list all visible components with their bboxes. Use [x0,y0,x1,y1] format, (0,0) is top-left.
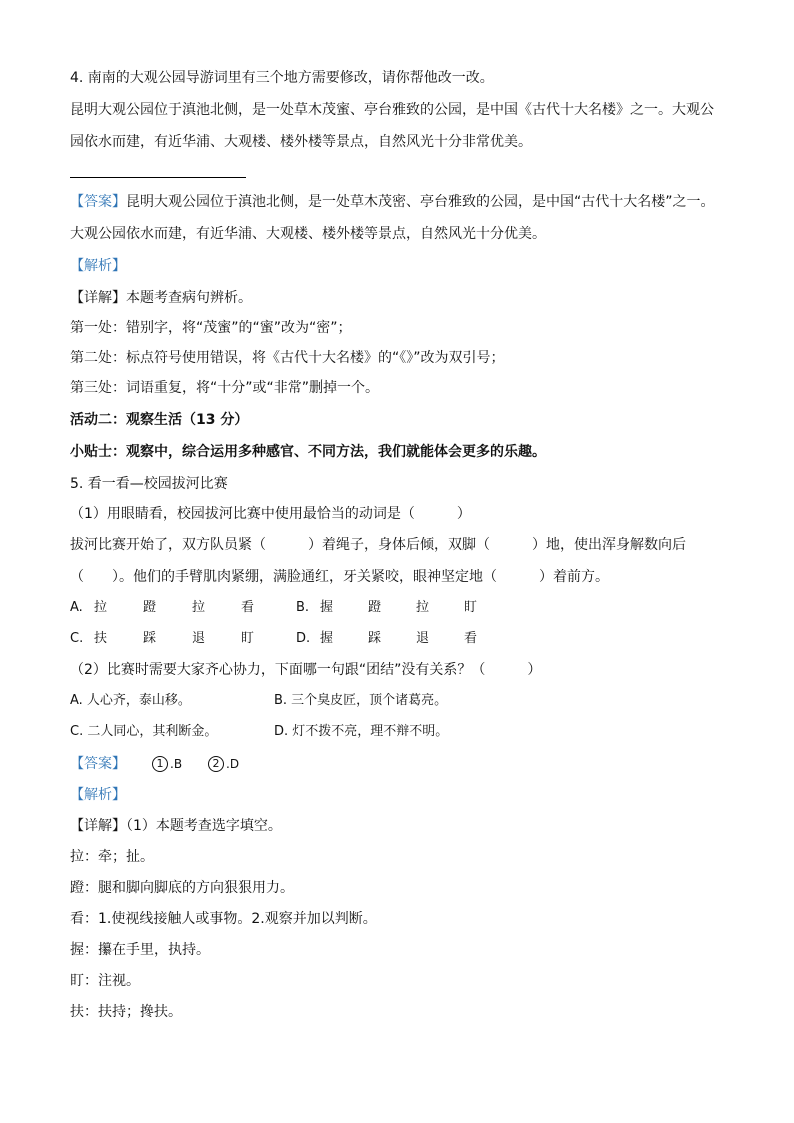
q4-fix-1: 第一处：错别字，将“茂蜜”的“蜜”改为“密”； [70,320,352,336]
answer-tag: 【答案】 [70,194,126,210]
option-d-word-1: 握 [320,631,334,646]
option-b-word-3: 拉 [416,600,430,615]
option-b-word-1: 握 [320,600,334,615]
option-d-word-3: 退 [416,631,430,646]
activity-title: 活动二：观察生活（13 分） [70,412,249,428]
q4-detail-line [70,288,252,308]
q5-detail-text: （1）本题考查选字填空。 [126,818,282,834]
choice-a: A. 人心齐，泰山移。 [70,693,191,708]
q5-sub2: （2）比赛时需要大家齐心协力，下面哪一句跟“团结”没有关系？（ ） [70,662,542,678]
choice-c: C. 二人同心，其利断金。 [70,724,218,739]
option-a-word-2: 蹬 [143,600,157,615]
definition-fu: 扶：扶持；搀扶。 [70,1004,182,1020]
q5-para-line-1: 拔河比赛开始了，双方队员紧（ ）着绳子，身体后倾，双脚（ ）地，使出浑身解数向后 [70,537,686,553]
answer-number-2: 2 [208,756,224,772]
q5-sub1: （1）用眼睛看，校园拔河比赛中使用最恰当的动词是（ ） [70,506,471,522]
q5-detail-line [70,816,282,836]
option-b-word-2: 蹬 [368,600,382,615]
answer-value-2: .D [226,757,240,771]
q4-analysis-tag: 【解析】 [70,258,126,274]
option-d-word-4: 看 [464,631,478,646]
option-a-letter: A. [70,600,83,615]
definition-kan: 看：1.使视线接触人或事物。2.观察并加以判断。 [70,911,377,927]
q4-answer-line-2: 大观公园依水而建，有近华浦、大观楼、楼外楼等景点，自然风光十分优美。 [70,226,546,242]
definition-deng: 蹬：腿和脚向脚底的方向狠狠用力。 [70,880,294,896]
q5-answer-line [70,754,239,774]
q4-detail-text: 本题考查病句辨析。 [126,290,252,306]
detail-tag: 【详解】 [70,290,126,306]
q4-title: 4. 南南的大观公园导游词里有三个地方需要修改，请你帮他改一改。 [70,70,494,86]
choice-d: D. 灯不拨不亮，理不辩不明。 [274,724,449,739]
q5-para-line-2: （ ）。他们的手臂肌肉紧绷，满脸通红，牙关紧咬，眼神坚定地（ ）着前方。 [70,569,609,585]
option-b-word-4: 盯 [464,600,478,615]
definition-la: 拉：牵；扯。 [70,849,154,865]
q4-passage-line-1: 昆明大观公园位于滇池北侧，是一处草木茂蜜、亭台雅致的公园，是中国《古代十大名楼》之一。大观公 [70,102,714,118]
option-d-word-2: 踩 [368,631,382,646]
option-a-word-4: 看 [241,600,255,615]
activity-tip: 小贴士：观察中，综合运用多种感官、不同方法，我们就能体会更多的乐趣。 [70,444,546,460]
definition-wo: 握：攥在手里，执持。 [70,942,210,958]
detail-tag: 【详解】 [70,818,126,834]
answer-blank-line [70,177,246,178]
option-a-word-1: 拉 [94,600,108,615]
q5-title: 5. 看一看—校园拔河比赛 [70,476,228,492]
q4-answer-text-1: 昆明大观公园位于滇池北侧，是一处草木茂密、亭台雅致的公园，是中国“古代十大名楼”之一。 [126,194,715,210]
q4-passage-line-2: 园依水而建，有近华浦、大观楼、楼外楼等景点，自然风光十分非常优美。 [70,134,532,150]
q5-analysis-tag: 【解析】 [70,787,126,803]
option-c-letter: C. [70,631,84,646]
answer-number-1: 1 [152,756,168,772]
option-c-word-1: 扶 [94,631,108,646]
q4-fix-3: 第三处：词语重复，将“十分”或“非常”删掉一个。 [70,380,380,396]
definition-ding: 盯：注视。 [70,973,140,989]
q4-fix-2: 第二处：标点符号使用错误，将《古代十大名楼》的“《》”改为双引号； [70,350,505,366]
option-d-letter: D. [296,631,311,646]
choice-b: B. 三个臭皮匠，顶个诸葛亮。 [274,693,448,708]
q4-answer-line-1 [70,192,715,212]
option-c-word-3: 退 [192,631,206,646]
option-c-word-2: 踩 [143,631,157,646]
answer-value-1: .B [170,757,183,771]
answer-tag: 【答案】 [70,756,126,772]
option-b-letter: B. [296,600,310,615]
option-c-word-4: 盯 [241,631,255,646]
option-a-word-3: 拉 [192,600,206,615]
